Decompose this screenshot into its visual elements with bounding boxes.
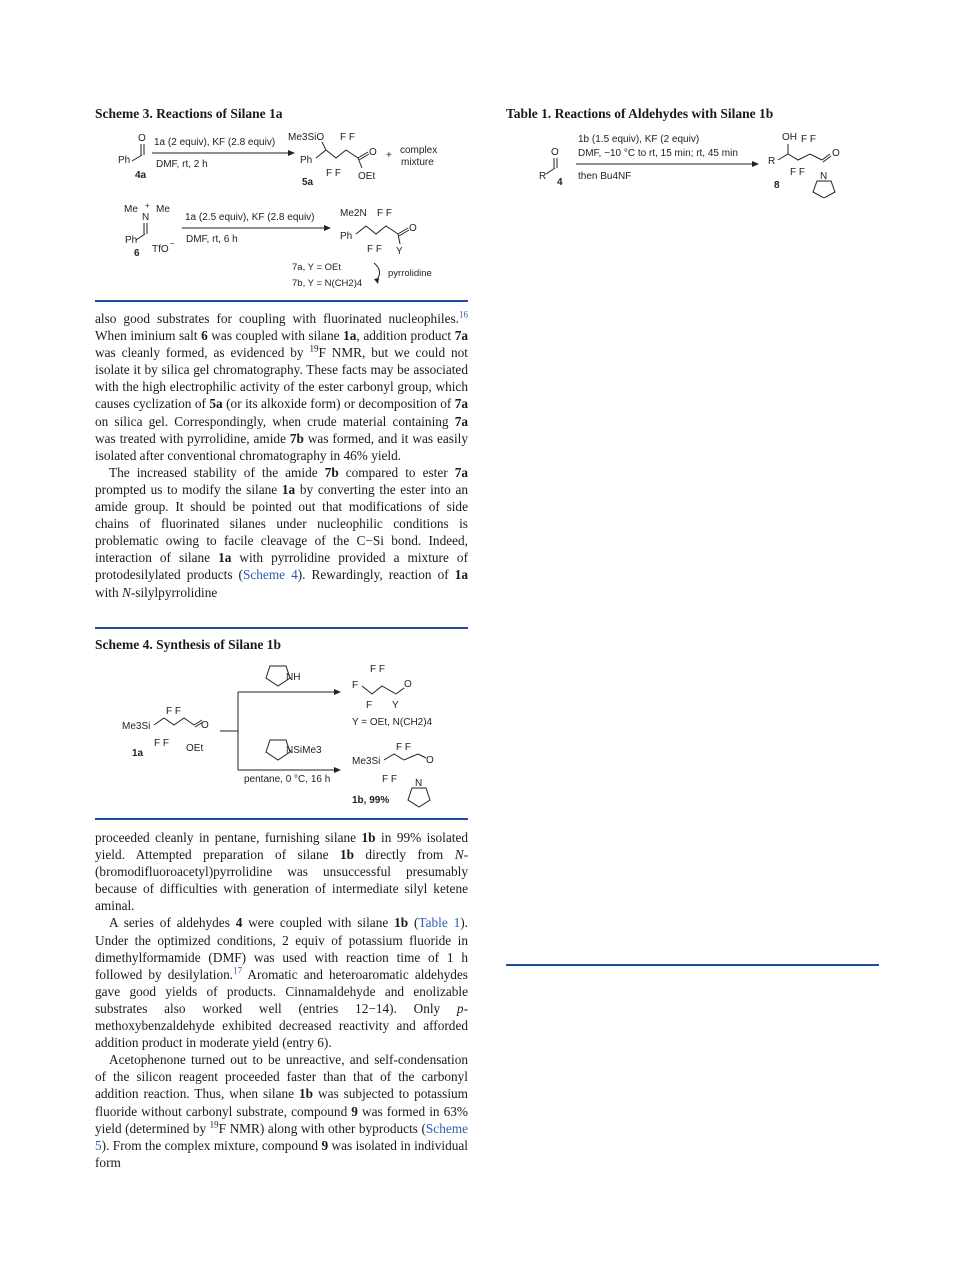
scheme3-r1-product [288,132,437,188]
scheme4-top-prod-f: F [352,680,359,691]
scheme3-r1-reagent: 1a (2 equiv), KF (2.8 equiv) [154,137,276,148]
scheme3-r2-prod-y: Y [396,246,403,257]
scheme4-top-rule [95,627,468,629]
scheme3-r2-sm-n: N [142,212,150,223]
scheme3-caption: Scheme 3. Reactions of Silane 1a [95,106,283,121]
scheme3-r1-side-1: complex [400,145,438,156]
table1-prod-oh: OH [782,132,797,143]
table1-prod-ff-bot: F F [790,167,805,178]
scheme4-bot-prod-o: O [426,755,434,766]
scheme3-bottom-rule [95,300,468,302]
scheme4-sm-ff-bot: F F [154,738,169,749]
scheme3-r2-sm-plus: + [145,201,150,210]
scheme4-top-prod-ff: F F [370,664,385,675]
scheme3-r1-arrow [152,137,295,170]
table1-sm-o: O [551,147,559,158]
scheme4-link[interactable]: Scheme 4 [242,567,298,583]
scheme3-r2-sm-minus: − [170,239,175,248]
scheme4-bot-prod-label: 1b, 99% [352,795,390,806]
scheme4-top-reagent [266,666,300,686]
table1-conditions: DMF, −10 °C to rt, 15 min; rt, 45 min [578,148,738,159]
scheme3-r1-prod-oet: OEt [358,171,376,182]
scheme3-r1-sm-o: O [138,133,146,144]
scheme4-top-product [352,664,433,728]
scheme4-bottom-rule [95,818,468,820]
table1-prod-label: 8 [774,180,780,191]
scheme4-top-prod-y: Y [392,700,399,711]
table1-sm-label: 4 [557,177,563,188]
scheme3-r2-conditions: DMF, rt, 6 h [186,234,238,245]
ref-17[interactable]: 17 [233,965,243,976]
scheme4-graphic [112,658,452,810]
scheme4-bot-prod-ff-bot: F F [382,774,397,785]
scheme3-r2-sm-counterion: TfO [152,244,169,255]
ref-16[interactable]: 16 [459,309,468,320]
scheme3-r1-side-2: mixture [401,157,434,168]
scheme4-bot-reagent: NSiMe3 [286,745,322,756]
scheme3-r2-reagent: 1a (2.5 equiv), KF (2.8 equiv) [185,212,315,223]
scheme3-r2-prod-o: O [409,223,417,234]
scheme3-r1-prod-ph: Ph [300,155,313,166]
scheme3-graphic [112,128,452,293]
table1-sm-r: R [539,171,547,182]
table1-prod-ff-top: F F [801,134,816,145]
left-paragraph-2: proceeded cleanly in pentane, furnishing silane 1b in 99% isolated yield. Attempted preparation of silane 1b directly from N-(bromodifluoroacetyl)pyrrolidine was unsuccessful presumably because of difficulties with generation of intermediate silyl ketene aminal. A series of aldehydes 4 were coupled with silane 1b (Table 1). Under the optimized conditions, 2 equiv of potassium fluoride in dimethylformamide (DMF) was used with reaction time of 1 h followed by desilylation.$^{17}$ Aromatic and heteroaromatic aldehydes gave good yields of products. Cinnamaldehyde and enolizable substrates also worked well (entries 12−14). Only p-methoxybenzaldehyde exhibited decreased reactivity and afforded addition product in moderate yield (entry 6). Acetophenone turned out to be unreactive, and self-condensation of the silicon reagent proceeded faster than that of the carbonyl addition reaction. Thus, when silane 1b was subjected to potassium fluoride without carbonyl substrate, compound 9 was formed in 63% yield (determined by $^{19}$F NMR) along with other byproducts (Scheme 5). From the complex mixture, compound 9 was isolated in individual form [95,830,469,1170]
table1-starting-material [539,147,563,188]
table1-link[interactable]: Table 1 [418,915,461,931]
scheme4-top-reagent-nh: NH [286,672,301,683]
left-paragraph-1: also good substrates for coupling with fluorinated nucleophiles.$^{16}$ When iminium salt 6 was coupled with silane 1a, addition product 7a was cleanly formed, as evidenced by $^{19}$F NMR, but we could not isolate it by silica gel chromatography. These facts may be associated with the high electrophilic activity of the ester carbonyl group, which causes cyclization of 5a (or its alkoxide form) or decomposition of 7a on silica gel. Correspondingly, when crude material containing 7a was treated with pyrrolidine, amide 7b was formed, and it was easily isolated after conventional chromatography in 46% yield. The increased stability of the amide 7b compared to ester 7a prompted us to modify the silane 1a by converting the ester into an amide group. It should be pointed out that modifications of side chains of fluorinated silanes under nucleophilic conditions is problematic owing to facile cleavage of the C−Si bond. Indeed, interaction of silane 1a with pyrrolidine provided a mixture of protodesilylated products (Scheme 4). Rewardingly, reaction of 1a with N-silylpyrrolidine [95,309,468,600]
scheme3-r2-pyrrolidine: pyrrolidine [388,268,432,279]
scheme4-top-prod-o: O [404,679,412,690]
scheme4-sm-me3si: Me3Si [122,721,151,732]
scheme3-r2-label-7a: 7a, Y = OEt [292,262,342,273]
scheme4-sm-o: O [201,720,209,731]
scheme4-top-prod-f-bot: F [366,700,373,711]
scheme3-r1-prod-ff-top: F F [340,132,355,143]
scheme4-bot-prod-ff-top: F F [396,742,411,753]
scheme3-r2-prod-ff-top: F F [377,208,392,219]
scheme3-r1-starting-material [118,133,147,181]
table1-scheme-graphic [530,128,850,198]
scheme3-r1-prod-ff-bot: F F [326,168,341,179]
scheme3-r2-prod-me2n: Me2N [340,208,367,219]
scheme4-sm-label: 1a [132,748,144,759]
scheme3-r1-prod-me3sio: Me3SiO [288,132,325,143]
scheme4-bot-conditions: pentane, 0 °C, 16 h [244,774,331,785]
scheme4-sm-ff-top: F F [166,706,181,717]
scheme3-r2-label-7b: 7b, Y = N(CH2)4 [292,278,363,289]
scheme4-caption: Scheme 4. Synthesis of Silane 1b [95,637,282,652]
table1-bottom-rule [506,964,879,966]
table1-arrow [576,134,759,182]
scheme3-r2-sm-label: 6 [134,248,140,259]
table1-prod-r: R [768,156,776,167]
scheme3-r1-sm-label: 4a [135,170,147,181]
scheme4-starting-material [122,706,209,759]
scheme3-r1-conditions: DMF, rt, 2 h [156,159,208,170]
table1-prod-n: N [820,171,828,182]
table1-product [768,132,840,198]
scheme4-top-prod-label: Y = OEt, N(CH2)4 [352,717,433,728]
scheme3-r1-prod-o: O [369,147,377,158]
scheme4-bot-prod-n: N [415,778,423,789]
scheme3-r1-plus: + [386,150,392,161]
scheme3-r2-arrow [182,212,331,245]
scheme3-r2-sm-me-left: Me [124,204,138,215]
scheme3-r2-sm-me-right: Me [156,204,170,215]
scheme4-bottom-reagent [244,740,330,785]
scheme5-link[interactable]: Scheme 5 [95,1120,468,1153]
scheme3-r2-sm-ph: Ph [125,235,138,246]
scheme3-r2-starting-material [124,201,175,259]
scheme4-sm-oet: OEt [186,743,204,754]
scheme4-bottom-product [352,742,434,807]
scheme4-bot-prod-me3si: Me3Si [352,756,381,767]
scheme3-r2-prod-ph: Ph [340,231,353,242]
scheme4-branch-arrows [220,689,341,773]
scheme3-r2-prod-ff-bot: F F [367,244,382,255]
table1-caption: Table 1. Reactions of Aldehydes with Silane 1b [506,106,774,121]
table1-reagent: 1b (1.5 equiv), KF (2 equiv) [578,134,700,145]
table1-workup: then Bu4NF [578,171,632,182]
scheme3-r1-sm-ph: Ph [118,155,131,166]
table1-prod-o: O [832,148,840,159]
scheme3-r1-prod-label: 5a [302,177,314,188]
